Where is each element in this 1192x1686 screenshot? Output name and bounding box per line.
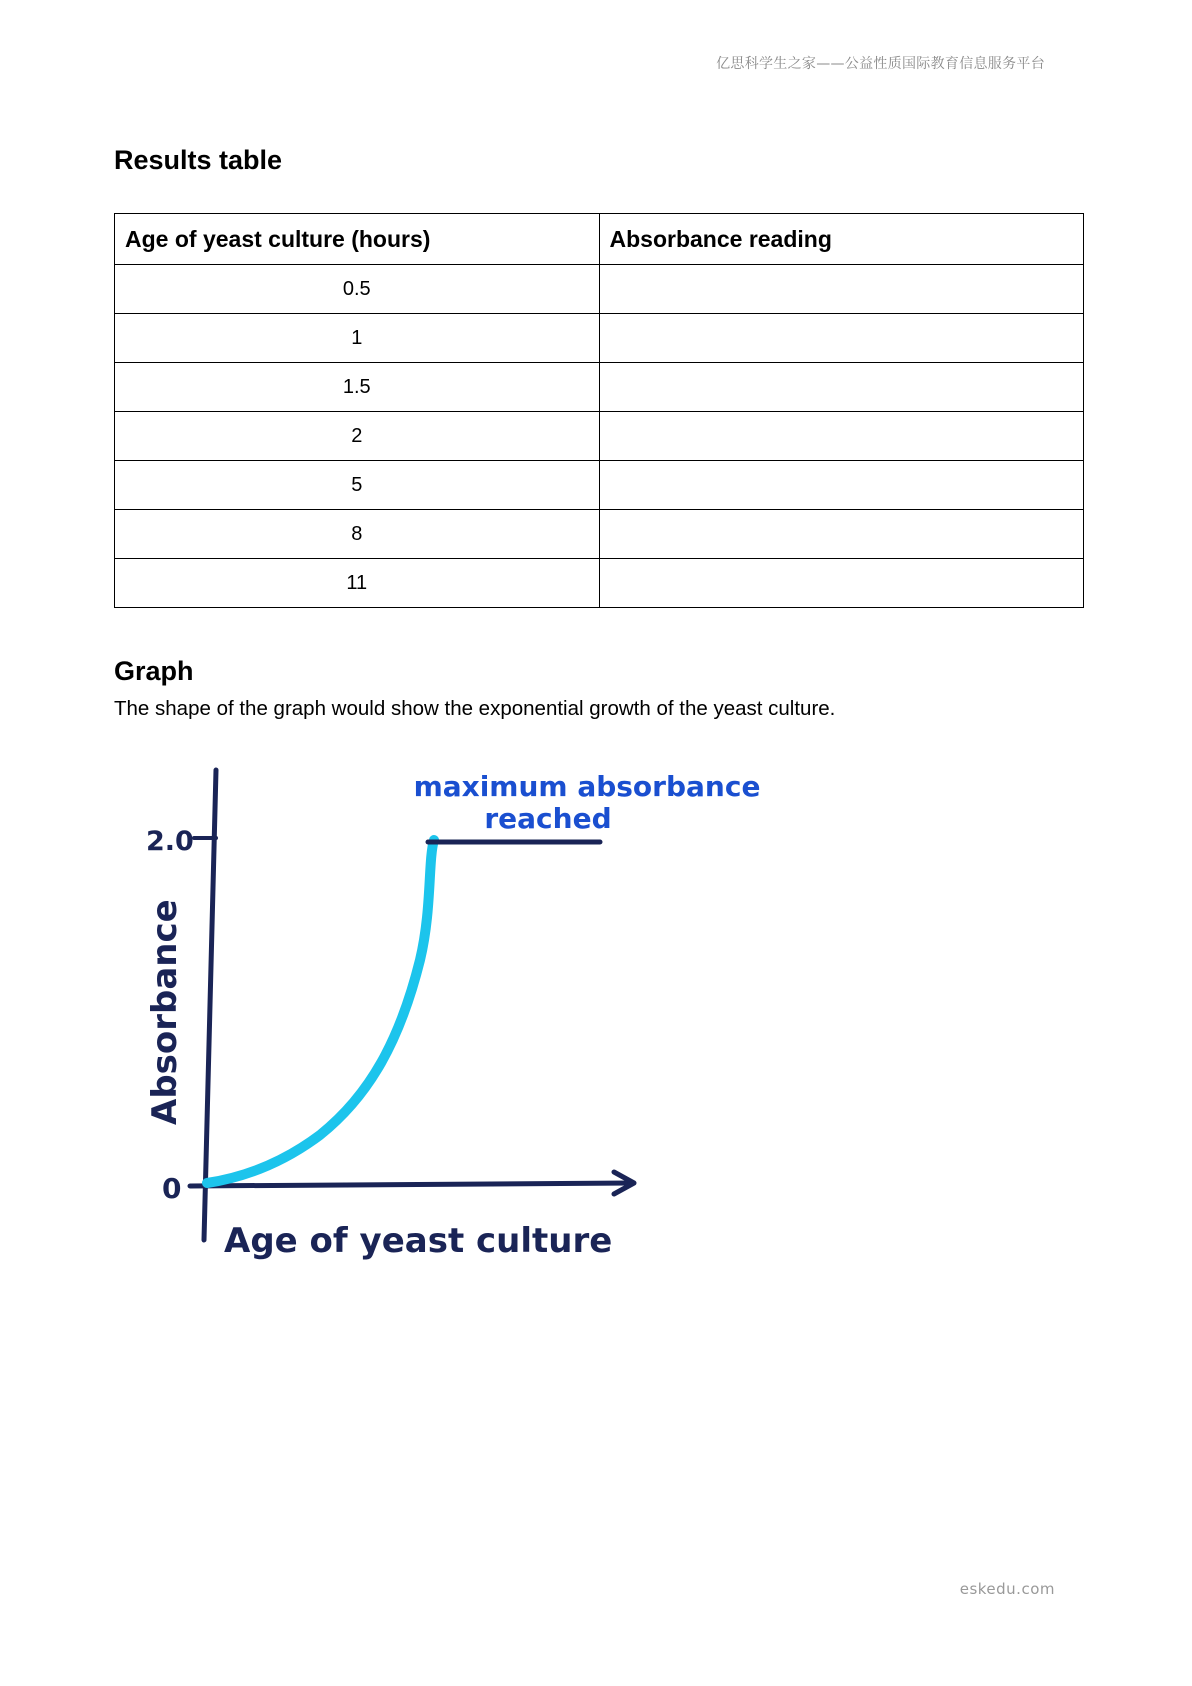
age-cell: 0.5 (115, 265, 600, 314)
table-row (115, 265, 1084, 314)
x-axis (190, 1183, 632, 1186)
header-site-note: 亿思科学生之家——公益性质国际教育信息服务平台 (716, 56, 1045, 72)
y-axis-label: Absorbance (145, 899, 185, 1125)
x-axis-arrowhead (614, 1172, 634, 1194)
table-row (115, 461, 1084, 510)
age-cell: 2 (115, 412, 600, 461)
table-row (115, 363, 1084, 412)
results-table-title: Results table (114, 145, 283, 175)
max-absorbance-annotation: maximum absorbance (413, 770, 761, 803)
table-row (115, 412, 1084, 461)
absorbance-cell[interactable] (599, 510, 1084, 559)
age-cell: 11 (115, 559, 600, 608)
y-tick-0-label: 0 (162, 1172, 182, 1205)
graph-title: Graph (114, 656, 194, 686)
y-axis (204, 770, 216, 1240)
age-cell: 1.5 (115, 363, 600, 412)
column-header-age: Age of yeast culture (hours) (115, 214, 600, 265)
graph-description: The shape of the graph would show the exponential growth of the yeast culture. (114, 697, 836, 720)
absorbance-cell[interactable] (599, 265, 1084, 314)
results-table (114, 213, 1084, 608)
results-table-header-row (115, 214, 1084, 265)
age-cell: 8 (115, 510, 600, 559)
y-tick-2-label: 2.0 (146, 826, 194, 857)
table-row (115, 314, 1084, 363)
absorbance-cell[interactable] (599, 363, 1084, 412)
absorbance-cell[interactable] (599, 314, 1084, 363)
max-absorbance-annotation-reached: reached (484, 802, 612, 835)
x-axis-label: Age of yeast culture (224, 1221, 613, 1261)
age-cell: 1 (115, 314, 600, 363)
absorbance-cell[interactable] (599, 559, 1084, 608)
table-row (115, 559, 1084, 608)
column-header-absorbance: Absorbance reading (599, 214, 1084, 265)
footer-site: eskedu.com (959, 1580, 1055, 1598)
age-cell: 5 (115, 461, 600, 510)
table-row (115, 510, 1084, 559)
absorbance-cell[interactable] (599, 412, 1084, 461)
absorbance-cell[interactable] (599, 461, 1084, 510)
growth-curve (207, 840, 434, 1183)
